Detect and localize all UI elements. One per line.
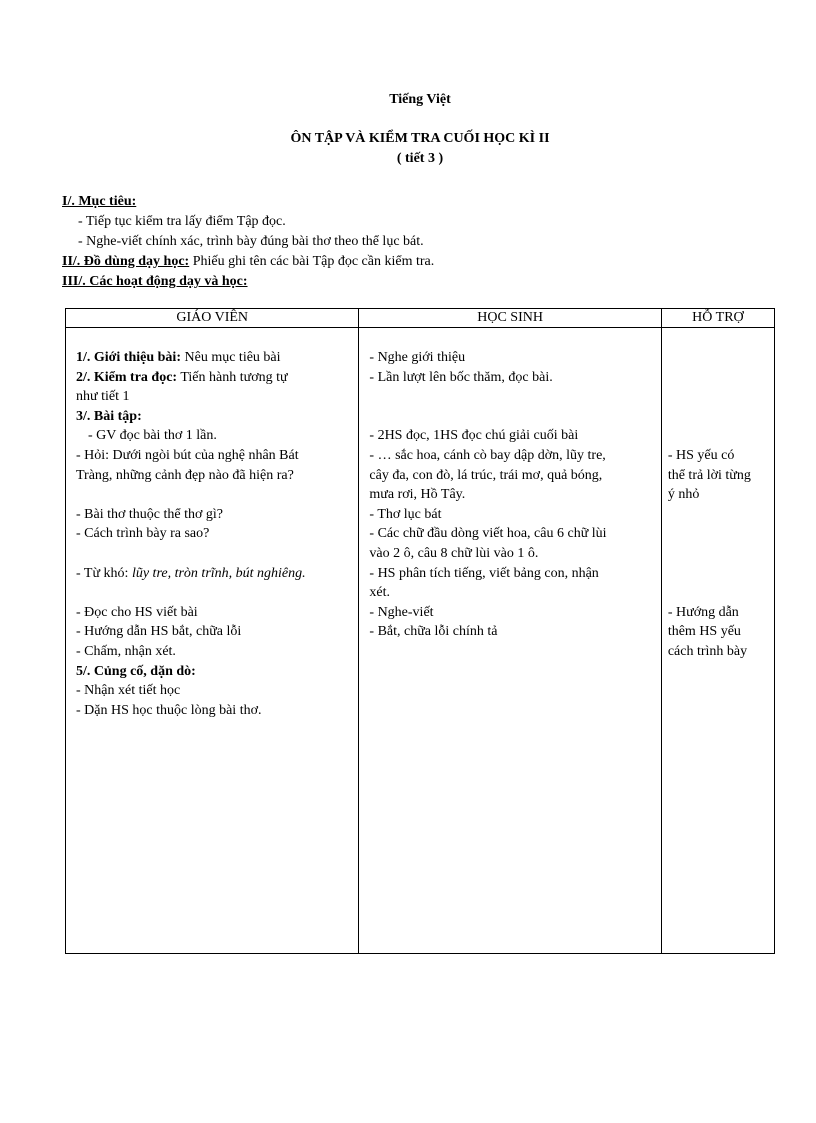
student-line: - Nghe-viết: [369, 604, 434, 620]
objective-item: - Tiếp tục kiểm tra lấy điểm Tập đọc.: [78, 214, 286, 229]
teacher-line: Tràng, những cảnh đẹp nào đã hiện ra?: [76, 467, 294, 483]
teacher-line: - Dặn HS học thuộc lòng bài thơ.: [76, 702, 262, 718]
support-line: cách trình bày: [667, 643, 748, 659]
support-line: - HS yếu có: [667, 447, 735, 463]
teacher-line: - Hướng dẫn HS bắt, chữa lỗi: [76, 624, 242, 640]
teacher-line: - Đọc cho HS viết bài: [76, 604, 198, 620]
student-line: - Thơ lục bát: [369, 506, 442, 522]
teacher-cell: [66, 328, 359, 954]
support-cell: [661, 328, 774, 954]
difficult-words-label: - Từ khó:: [76, 565, 132, 581]
teacher-line: - GV đọc bài thơ 1 lần.: [88, 428, 217, 444]
materials-label: II/. Đồ dùng dạy học:: [62, 254, 190, 269]
header-support: HỖ TRỢ: [661, 309, 774, 328]
support-line: thể trả lời từng: [667, 467, 751, 483]
teacher-line: - Chấm, nhận xét.: [76, 643, 176, 659]
section-1-label: 1/. Giới thiệu bài:: [76, 350, 181, 365]
student-line: - HS phân tích tiếng, viết bảng con, nhận: [369, 565, 599, 581]
support-line: thêm HS yếu: [667, 624, 741, 640]
student-line: mưa rơi, Hồ Tây.: [369, 487, 466, 503]
objectives-section: [62, 192, 782, 292]
header-teacher: GIÁO VIÊN: [66, 309, 359, 328]
support-line: - Hướng dẫn: [667, 604, 739, 620]
activities-heading: III/. Các hoạt động dạy và học:: [62, 274, 248, 289]
header-student: HỌC SINH: [359, 309, 661, 328]
activities-table: [65, 308, 775, 954]
teacher-line: - Bài thơ thuộc thể thơ gì?: [76, 506, 223, 522]
difficult-words: lũy tre, tròn trĩnh, bút nghiêng.: [131, 565, 306, 581]
lesson-number: ( tiết 3 ): [396, 151, 444, 166]
materials-text: Phiếu ghi tên các bài Tập đọc cần kiểm tra.: [189, 254, 435, 269]
student-line: - Các chữ đầu dòng viết hoa, câu 6 chữ lùi: [369, 526, 607, 542]
section-3-label: 3/. Bài tập:: [76, 408, 142, 424]
teacher-line: - Cách trình bày ra sao?: [76, 526, 210, 542]
student-line: - … sắc hoa, cánh cò bay dập dờn, lũy tre,: [369, 447, 606, 463]
teacher-line: - Nhận xét tiết học: [76, 683, 181, 699]
student-line: xét.: [369, 585, 391, 601]
student-line: - Lần lượt lên bốc thăm, đọc bài.: [369, 369, 553, 385]
section-5-label: 5/. Củng cố, dặn dò:: [76, 663, 196, 679]
table-row: [66, 328, 775, 954]
subject-heading: Tiếng Việt: [389, 92, 451, 107]
section-2-label: 2/. Kiểm tra đọc:: [76, 369, 178, 385]
section-2-cont: như tiết 1: [76, 389, 130, 405]
student-line: - Nghe giới thiệu: [369, 350, 466, 365]
page-title: ÔN TẬP VÀ KIỂM TRA CUỐI HỌC KÌ II: [290, 131, 550, 146]
materials-line: [62, 252, 782, 272]
teacher-line: - Hỏi: Dưới ngòi bút của nghệ nhân Bát: [76, 447, 299, 463]
student-line: - 2HS đọc, 1HS đọc chú giải cuối bài: [369, 428, 579, 444]
support-line: ý nhỏ: [667, 487, 700, 503]
student-line: - Bắt, chữa lỗi chính tả: [369, 624, 498, 640]
objectives-heading: I/. Mục tiêu:: [62, 194, 137, 209]
student-line: vào 2 ô, câu 8 chữ lùi vào 1 ô.: [369, 545, 539, 561]
objective-item: - Nghe-viết chính xác, trình bày đúng bài thơ theo thể lục bát.: [78, 234, 424, 249]
student-line: cây đa, con đò, lá trúc, trái mơ, quả bóng,: [369, 467, 603, 483]
section-2-text: Tiến hành tương tự: [177, 369, 288, 385]
student-cell: [359, 328, 661, 954]
section-1-text: Nêu mục tiêu bài: [181, 350, 281, 365]
table-header-row: [66, 309, 775, 328]
